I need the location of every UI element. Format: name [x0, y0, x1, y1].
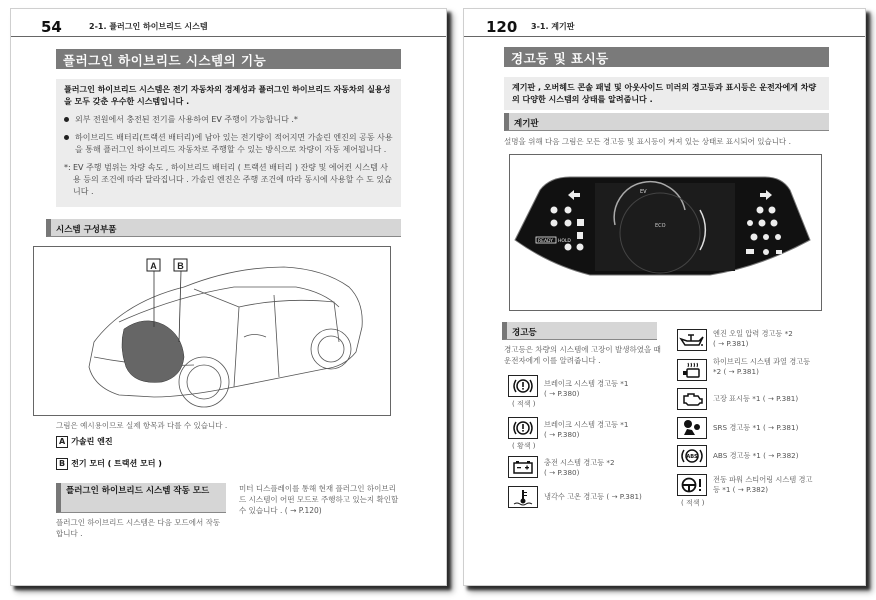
warning-color: ( 적색 ) — [681, 499, 705, 507]
page-title: 플러그인 하이브리드 시스템의 기능 — [56, 49, 401, 69]
warnings-text: 경고등은 차량의 시스템에 고장이 발생하였을 때 운전자에게 이를 알려줍니다 . — [504, 345, 661, 365]
manual-page-left — [10, 8, 447, 586]
warning-label: 고장 표시등 *1 ( → P.381) — [713, 394, 799, 403]
legend-item-a: A 가솔린 엔진 — [56, 436, 113, 448]
srs-airbag-icon — [677, 417, 707, 439]
page-number: 54 — [41, 18, 62, 36]
car-illustration — [34, 247, 389, 414]
page-title: 경고등 및 표시등 — [504, 47, 829, 67]
warning-label: 브레이크 시스템 경고등 *1 ( → P.380) — [544, 379, 629, 398]
figure-caption: 그림은 예시용이므로 실제 항목과 다를 수 있습니다 . — [56, 421, 228, 430]
abs-icon — [677, 445, 707, 467]
car-figure — [33, 246, 391, 416]
brake-warning-icon — [508, 375, 538, 397]
running-header — [464, 9, 865, 37]
warning-label: 엔진 오일 압력 경고등 *2 ( → P.381) — [713, 329, 793, 348]
warning-label: 충전 시스템 경고등 *2 ( → P.380) — [544, 458, 615, 477]
warning-color: ( 황색 ) — [512, 442, 536, 450]
cluster-text: 설명을 위해 다음 그림은 모든 경고등 및 표시등이 켜져 있는 상태로 표시되어 있습니다 . — [504, 137, 791, 146]
hybrid-overheat-icon — [677, 359, 707, 381]
warning-label: 전동 파워 스티어링 시스템 경고 등 *1 ( → P.382) — [713, 475, 813, 494]
ready-indicator: READY — [538, 239, 554, 244]
footnote: *: EV 주행 범위는 차량 속도 , 하이브리드 배터리 ( 트랙션 배터리 ) 잔량 및 에어컨 시스템 사용 등의 조건에 따라 달라집니다 . 가솔린 엔진은 주행 조건에 따라 동시에 사용할 수 도 있습니다 . — [64, 163, 392, 196]
warning-label: ABS 경고등 *1 ( → P.382) — [713, 451, 799, 460]
warning-color: ( 적색 ) — [512, 400, 536, 408]
svg-text:ABS: ABS — [686, 454, 698, 460]
bullet-item: 하이브리드 배터리(트랙션 배터리)에 남아 있는 전기량이 적어지면 가솔린 엔진의 공동 사용을 통해 플러그인 하이브리드 자동차로 주행할 수 있는 방식으로 차량이 자동 제어됩니다 . — [64, 132, 393, 156]
manual-page-right — [463, 8, 866, 586]
warning-label: 브레이크 시스템 경고등 *1 ( → P.380) — [544, 420, 629, 439]
brake-warning-icon — [508, 417, 538, 439]
ev-indicator: EV — [640, 189, 647, 195]
intro-box — [56, 79, 401, 207]
section-title: 3-1. 계기판 — [531, 22, 575, 31]
figure-label-a: A — [150, 261, 157, 271]
warning-label: 냉각수 고온 경고등 ( → P.381) — [544, 492, 642, 501]
subheading-warnings: 경고등 — [502, 322, 657, 340]
bullet-item: 외부 전원에서 충전된 전기를 사용하여 EV 주행이 가능합니다 .* — [64, 114, 393, 126]
hold-indicator: HOLD — [558, 239, 571, 244]
warning-label: 하이브리드 시스템 과열 경고등 *2 ( → P.381) — [713, 357, 811, 376]
subheading-modes: 플러그인 하이브리드 시스템 작동 모드 — [56, 483, 226, 513]
section-title: 2-1. 플러그인 하이브리드 시스템 — [89, 22, 208, 31]
cluster-figure — [509, 154, 822, 311]
page-number: 120 — [486, 18, 518, 36]
modes-side-text: 미터 디스플레이를 통해 현재 플러그인 하이브리드 시스템이 어떤 모드로 주행하고 있는지 확인할 수 있습니다 . ( → P.120) — [239, 484, 399, 515]
bullet-icon — [64, 135, 69, 140]
figure-label-b: B — [177, 261, 184, 271]
intro-lead: 플러그인 하이브리드 시스템은 전기 자동차의 경제성과 플러그인 하이브리드 자동차의 실용성을 모두 갖춘 우수한 시스템입니다 . — [64, 85, 391, 106]
eco-indicator: ECO — [655, 223, 666, 229]
subheading-cluster: 계기판 — [504, 113, 829, 131]
battery-icon — [508, 456, 538, 478]
bullet-icon — [64, 117, 69, 122]
oil-pressure-icon — [677, 329, 707, 351]
check-engine-icon — [677, 388, 707, 410]
power-steering-icon — [677, 474, 707, 496]
legend-item-b: B 전기 모터 ( 트랙션 모터 ) — [56, 458, 162, 470]
subheading-components: 시스템 구성부품 — [46, 219, 401, 237]
running-header — [11, 9, 446, 37]
warning-label: SRS 경고등 *1 ( → P.381) — [713, 423, 799, 432]
instrument-cluster-illustration — [510, 155, 820, 309]
modes-text: 플러그인 하이브리드 시스템은 다음 모드에서 작동합니다 . — [56, 518, 221, 538]
intro-box: 계기판 , 오버헤드 콘솔 패널 및 아웃사이드 미러의 경고등과 표시등은 운전자에게 차량의 다양한 시스템의 상태를 알려줍니다 . — [504, 77, 829, 110]
coolant-temp-icon — [508, 486, 538, 508]
